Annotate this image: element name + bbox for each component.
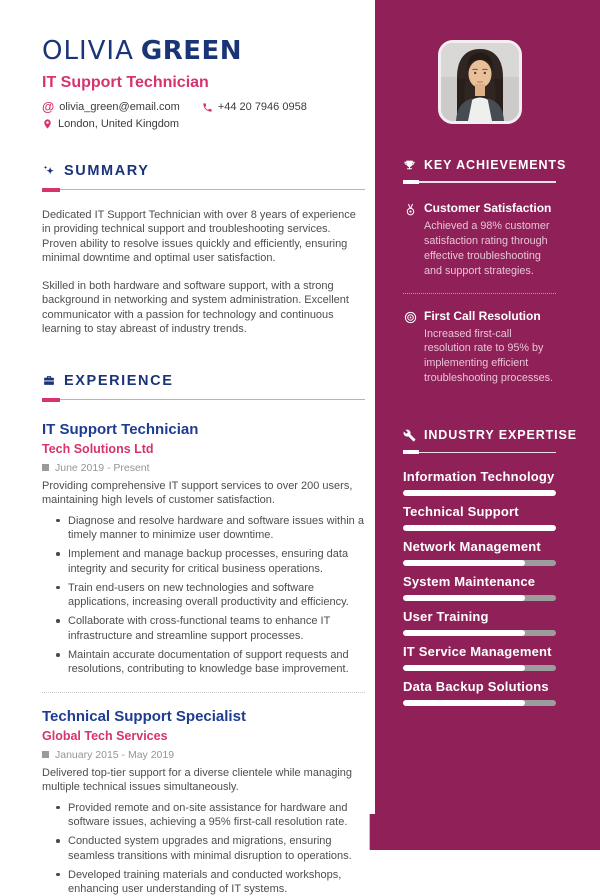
divider-line xyxy=(419,452,556,453)
achievement-icon xyxy=(403,201,418,279)
divider-line xyxy=(419,181,556,182)
experience-heading xyxy=(42,373,365,389)
experience-divider xyxy=(42,398,365,402)
job-bullet: Maintain accurate documentation of support requests and resolutions, contributing to knowledge base improvement. xyxy=(42,648,365,677)
achievement-title: First Call Resolution xyxy=(424,308,541,323)
summary-paragraph: Skilled in both hardware and software support, with a strong background in networking and system administration. Excellent communicator with a passion for technology and continuous learning to stay abreast of industry trends. xyxy=(42,279,349,336)
wrench-icon xyxy=(403,429,416,442)
calendar-icon xyxy=(42,464,49,471)
skill-item xyxy=(403,575,556,601)
job-dates xyxy=(42,462,365,474)
job-title: IT Support Technician xyxy=(42,420,199,438)
job-dates-value: June 2019 - Present xyxy=(55,461,150,474)
contact-row-2 xyxy=(42,118,365,130)
expertise-heading xyxy=(403,428,578,443)
skill-bar-track xyxy=(403,525,556,531)
profile-photo xyxy=(438,40,522,124)
divider-accent xyxy=(403,180,419,184)
experience-heading-label: EXPERIENCE xyxy=(64,372,174,389)
headline-job-title: IT Support Technician xyxy=(42,74,209,91)
skill-name: Technical Support xyxy=(403,504,519,520)
achievement-body xyxy=(424,201,556,279)
skill-name: Information Technology xyxy=(403,469,555,485)
achievement-body xyxy=(424,309,556,387)
summary-heading xyxy=(42,163,365,179)
target-icon xyxy=(403,310,418,325)
phone-value: +44 20 7946 0958 xyxy=(217,101,307,114)
skill-name: IT Service Management xyxy=(403,643,552,659)
achievement-title: Customer Satisfaction xyxy=(424,201,552,215)
skill-name: Network Management xyxy=(403,539,541,554)
job-title: Technical Support Specialist xyxy=(42,707,246,725)
contact-row-1 xyxy=(42,101,365,114)
skill-bar-track xyxy=(403,490,556,496)
skill-bar-fill xyxy=(403,560,525,566)
summary-paragraph: Dedicated IT Support Technician with over 8 years of experience in providing technical support and troubleshooting services. Proven ability to resolve issues quickly and efficiently, ensuring minimal downtime and optimal user satisfaction. xyxy=(42,208,356,265)
skill-bar-fill xyxy=(403,630,525,636)
achievement-description: Achieved a 98% customer satisfaction rating through effective troubleshooting and support strategies. xyxy=(424,220,550,277)
calendar-icon xyxy=(42,751,49,758)
skill-item xyxy=(403,610,556,636)
skill-bar-fill xyxy=(403,665,525,671)
skill-bar-fill xyxy=(403,700,525,706)
job-intro: Providing comprehensive IT support services to over 200 users, maintaining high levels of customer satisfaction. xyxy=(42,479,353,507)
skill-bar-fill xyxy=(403,525,556,531)
job-bullet: Provided remote and on-site assistance for hardware and software issues, achieving a 95% first-call resolution rate. xyxy=(42,801,365,830)
job-intro: Delivered top-tier support for a diverse clientele while managing multiple technical issues simultaneously. xyxy=(42,766,352,794)
contact-phone xyxy=(202,101,307,113)
job-bullet: Conducted system upgrades and migrations, ensuring seamless transitions with minimal disruption to operations. xyxy=(42,834,365,863)
skill-bar-track xyxy=(403,560,556,566)
contact-location xyxy=(42,118,179,130)
job-dates xyxy=(42,749,365,761)
divider-line xyxy=(60,399,365,401)
location-pin-icon xyxy=(42,118,53,130)
skill-item xyxy=(403,505,556,531)
email-value: olivia_green@email.com xyxy=(59,101,180,114)
sidebar xyxy=(375,0,600,850)
job-bullet: Train end-users on new technologies and software applications, increasing overall productivity and efficiency. xyxy=(42,581,365,610)
skill-bar-track xyxy=(403,595,556,601)
skill-item xyxy=(403,540,556,566)
medal-icon xyxy=(403,202,418,218)
experience-section xyxy=(42,373,365,896)
resume-header xyxy=(42,38,365,130)
last-name: GREEN xyxy=(140,36,243,66)
job-company: Tech Solutions Ltd xyxy=(42,441,154,456)
achievements-section xyxy=(403,158,567,386)
job-bullet: Developed training materials and conducted workshops, enhancing user understanding of IT systems. xyxy=(42,868,365,896)
skill-bar-track xyxy=(403,665,556,671)
portrait-illustration xyxy=(441,43,519,121)
summary-divider xyxy=(42,188,365,192)
job-bullet-list xyxy=(42,801,365,896)
job-dates-value: January 2015 - May 2019 xyxy=(55,748,175,761)
divider-accent xyxy=(42,398,60,402)
achievement-icon xyxy=(403,309,418,387)
divider-line xyxy=(60,189,365,191)
skill-item xyxy=(403,645,556,671)
first-name: OLIVIA xyxy=(42,36,134,66)
divider-accent xyxy=(42,188,60,192)
skill-item xyxy=(403,470,556,496)
job-bullet: Collaborate with cross-functional teams to enhance IT infrastructure and streamline support processes. xyxy=(42,614,365,643)
achievement-description: Increased first-call resolution rate to 95% by implementing efficient troubleshooting processes. xyxy=(424,327,554,385)
job-entry xyxy=(42,421,365,677)
expertise-section xyxy=(403,428,578,706)
skill-name: System Maintenance xyxy=(403,573,536,589)
contact-email xyxy=(42,101,180,114)
job-bullet: Implement and manage backup processes, ensuring data integrity and security for critical business operations. xyxy=(42,547,365,576)
skill-bar-track xyxy=(403,700,556,706)
skill-name: Data Backup Solutions xyxy=(403,678,549,694)
briefcase-icon xyxy=(42,374,56,387)
skill-item xyxy=(403,680,556,706)
contact-info xyxy=(42,101,365,130)
job-company: Global Tech Services xyxy=(42,728,168,743)
sparkle-icon xyxy=(42,164,56,178)
sidebar-bottom-notch xyxy=(369,814,375,850)
achievements-heading-label: KEY ACHIEVEMENTS xyxy=(424,158,567,172)
skill-name: User Training xyxy=(403,608,489,624)
phone-icon xyxy=(202,102,213,113)
achievement-item xyxy=(403,293,556,387)
expertise-divider xyxy=(403,450,556,454)
job-entry xyxy=(42,692,365,896)
achievements-divider xyxy=(403,180,556,184)
achievement-item xyxy=(403,201,556,279)
job-bullet: Diagnose and resolve hardware and software issues within a timely manner to minimize user downtime. xyxy=(42,514,365,543)
skills-list xyxy=(403,470,556,706)
trophy-icon xyxy=(403,159,416,172)
skill-bar-fill xyxy=(403,595,525,601)
skill-bar-fill xyxy=(403,490,556,496)
person-name xyxy=(42,38,365,64)
achievements-heading xyxy=(403,158,567,172)
job-bullet-list xyxy=(42,514,365,677)
expertise-heading-label: INDUSTRY EXPERTISE xyxy=(424,428,578,443)
email-icon: @ xyxy=(42,100,55,114)
summary-section xyxy=(42,163,365,337)
location-value: London, United Kingdom xyxy=(58,117,180,130)
summary-heading-label: SUMMARY xyxy=(64,162,150,179)
skill-bar-track xyxy=(403,630,556,636)
divider-accent xyxy=(403,450,419,454)
